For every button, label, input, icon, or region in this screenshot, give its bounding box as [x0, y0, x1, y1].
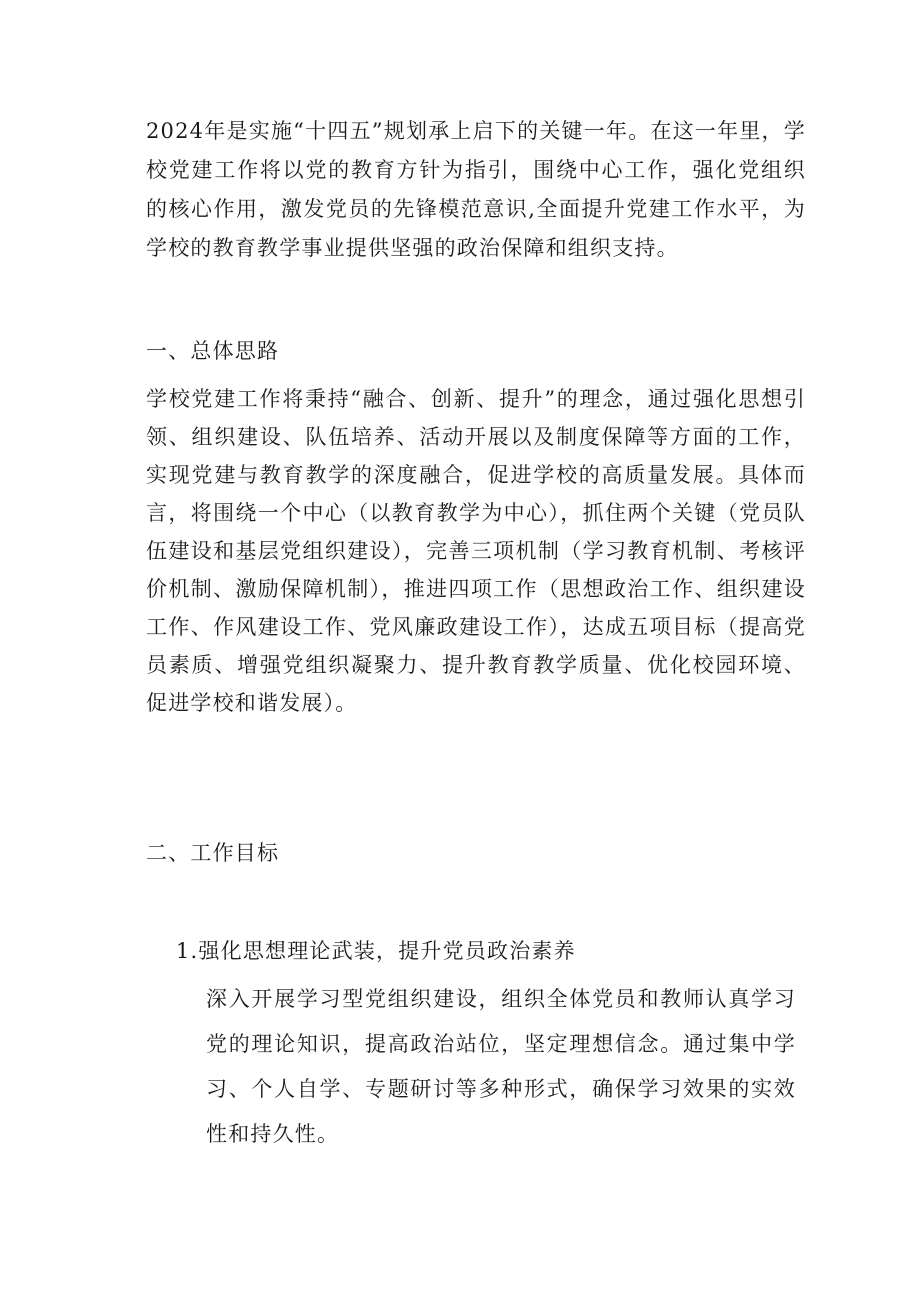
section-heading-work-goals: 二、工作目标: [146, 841, 280, 865]
intro-paragraph: 2024年是实施“十四五”规划承上启下的关键一年。在这一年里，学校党建工作将以党的教育方针为指引，围绕中心工作，强化党组织的核心作用，激发党员的先锋模范意识,全面提升党建工作水平，为学校的教育教学事业提供坚强的政治保障和组织支持。: [146, 119, 806, 260]
goal-item-title: 1.强化思想理论武装，提升党员政治素养: [176, 939, 576, 963]
section-heading-overall-approach: 一、总体思路: [146, 339, 280, 363]
goal-item-paragraph: 深入开展学习型党组织建设，组织全体党员和教师认真学习党的理论知识，提高政治站位，坚定理想信念。通过集中学习、个人自学、专题研讨等多种形式，确保学习效果的实效性和持久性。: [206, 987, 796, 1146]
overall-approach-paragraph: 学校党建工作将秉持“融合、创新、提升”的理念，通过强化思想引领、组织建设、队伍培养、活动开展以及制度保障等方面的工作，实现党建与教育教学的深度融合，促进学校的高质量发展。具体而言，将围绕一个中心（以教育教学为中心），抓住两个关键（党员队伍建设和基层党组织建设），完善三项机制（学习教育机制、考核评价机制、激励保障机制），推进四项工作（思想政治工作、组织建设工作、作风建设工作、党风廉政建设工作），达成五项目标（提高党员素质、增强党组织凝聚力、提升教育教学质量、优化校园环境、促进学校和谐发展）。: [146, 387, 806, 715]
